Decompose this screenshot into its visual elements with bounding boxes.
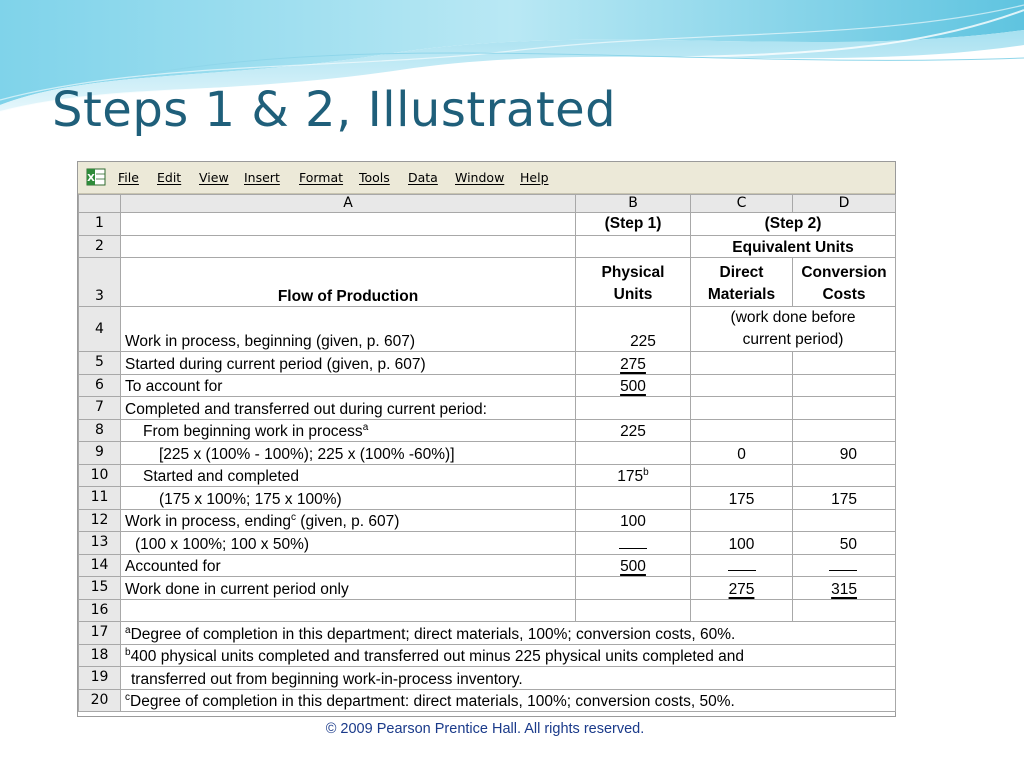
cell-value: 500 (620, 558, 646, 575)
cell[interactable]: Work in process, beginning (given, p. 607) (121, 307, 576, 352)
column-header-b[interactable]: B (576, 195, 691, 213)
cell-line: Direct (719, 264, 764, 281)
row-header[interactable]: 7 (79, 397, 121, 420)
cell-text: (given, p. 607) (296, 513, 400, 530)
table-row (79, 689, 896, 712)
slide-title: Steps 1 & 2, Illustrated (52, 82, 617, 138)
row-header[interactable]: 3 (79, 258, 121, 307)
table-row (79, 667, 896, 690)
cell[interactable]: [225 x (100% - 100%); 225 x (100% -60%)] (121, 442, 576, 465)
menu-data[interactable]: Data (408, 170, 438, 185)
table-row (79, 307, 896, 352)
cell[interactable] (121, 235, 576, 258)
table-row (79, 374, 896, 397)
menu-window[interactable]: Window (455, 170, 505, 185)
cell[interactable] (691, 352, 793, 375)
cell[interactable] (576, 235, 691, 258)
cell-value: 175 (617, 468, 644, 485)
footnote-marker: b (125, 646, 131, 658)
footnote-marker: a (125, 624, 131, 636)
footnote-cell[interactable] (121, 644, 896, 667)
cell[interactable]: 100 (691, 532, 793, 555)
spreadsheet-grid (78, 194, 896, 712)
footnote-marker: a (362, 421, 369, 433)
cell[interactable] (576, 352, 691, 375)
cell[interactable] (793, 397, 896, 420)
row-header[interactable]: 19 (79, 667, 121, 690)
table-row (79, 554, 896, 577)
cell[interactable] (691, 509, 793, 532)
footnote-cell[interactable] (121, 689, 896, 712)
cell[interactable] (793, 464, 896, 487)
row-header[interactable]: 18 (79, 644, 121, 667)
menu-file[interactable]: File (118, 170, 139, 185)
column-header-d[interactable]: D (793, 195, 896, 213)
table-row (79, 397, 896, 420)
cell[interactable]: Started during current period (given, p. 607) (121, 352, 576, 375)
row-header[interactable]: 9 (79, 442, 121, 465)
underline-mark (619, 536, 647, 549)
cell-line: (work done before (730, 309, 856, 326)
table-row (79, 235, 896, 258)
menu-format[interactable]: Format (299, 170, 344, 185)
cell[interactable] (691, 599, 793, 622)
cell[interactable] (793, 258, 896, 307)
svg-text:X: X (87, 173, 95, 184)
menu-edit[interactable]: Edit (157, 170, 182, 185)
cell-line: Units (613, 286, 653, 303)
cell[interactable] (576, 487, 691, 510)
row-header[interactable]: 1 (79, 213, 121, 236)
cell[interactable]: Equivalent Units (691, 235, 896, 258)
table-row (79, 464, 896, 487)
footnote-cell[interactable] (121, 622, 896, 645)
cell[interactable]: 0 (691, 442, 793, 465)
cell[interactable] (691, 374, 793, 397)
cell[interactable] (691, 258, 793, 307)
row-header[interactable]: 2 (79, 235, 121, 258)
column-header-row (79, 195, 896, 213)
copyright-notice: © 2009 Pearson Prentice Hall. All rights reserved. (325, 721, 645, 737)
table-row (79, 644, 896, 667)
footnote-text: 400 physical units completed and transferred out minus 225 physical units completed and (130, 648, 745, 665)
cell[interactable] (576, 464, 691, 487)
row-header[interactable]: 16 (79, 599, 121, 622)
row-header[interactable]: 20 (79, 689, 121, 712)
cell[interactable] (121, 213, 576, 236)
cell[interactable]: Started and completed (121, 464, 576, 487)
cell[interactable] (576, 258, 691, 307)
table-row (79, 532, 896, 555)
cell[interactable] (793, 352, 896, 375)
cell[interactable] (793, 509, 896, 532)
cell-line: Physical (601, 264, 665, 281)
cell[interactable]: Flow of Production (121, 258, 576, 307)
row-header[interactable]: 4 (79, 307, 121, 352)
cell-value: 315 (831, 580, 857, 598)
table-row (79, 487, 896, 510)
row-header[interactable]: 15 (79, 577, 121, 600)
cell-line: current period) (742, 331, 844, 348)
cell[interactable]: (175 x 100%; 175 x 100%) (121, 487, 576, 510)
cell[interactable] (793, 374, 896, 397)
cell-line: Conversion (801, 264, 887, 281)
row-header[interactable]: 17 (79, 622, 121, 645)
cell[interactable] (121, 599, 576, 622)
spreadsheet-window (77, 161, 896, 717)
menu-bar (78, 162, 895, 194)
cell[interactable]: (100 x 100%; 100 x 50%) (121, 532, 576, 555)
row-header[interactable]: 10 (79, 464, 121, 487)
cell[interactable] (576, 307, 691, 352)
table-row (79, 419, 896, 442)
column-header-c[interactable]: C (691, 195, 793, 213)
cell[interactable] (691, 554, 793, 577)
row-header[interactable]: 11 (79, 487, 121, 510)
cell[interactable] (691, 307, 896, 352)
footnote-text: Degree of completion in this department; direct materials, 100%; conversion costs, 60%. (130, 625, 736, 643)
excel-icon (86, 167, 106, 187)
cell[interactable] (121, 509, 576, 532)
cell[interactable] (793, 554, 896, 577)
table-row (79, 258, 896, 307)
row-header[interactable]: 6 (79, 374, 121, 397)
row-header[interactable]: 14 (79, 554, 121, 577)
cell-line: Costs (822, 286, 866, 303)
footnote-cell[interactable]: transferred out from beginning work-in-process inventory. (121, 667, 896, 690)
table-row (79, 352, 896, 375)
cell[interactable]: Accounted for (121, 554, 576, 577)
underline-mark (728, 558, 756, 571)
cell[interactable]: 90 (793, 442, 896, 465)
cell[interactable] (691, 397, 793, 420)
cell[interactable] (576, 374, 691, 397)
footnote-marker: b (643, 466, 649, 478)
column-header-a[interactable]: A (121, 195, 576, 213)
footnote-marker: c (291, 511, 296, 523)
cell-value: 500 (620, 378, 646, 395)
table-row (79, 509, 896, 532)
cell[interactable]: Completed and transferred out during current period: (121, 397, 576, 420)
cell[interactable]: 50 (793, 532, 896, 555)
cell-line: Materials (707, 286, 776, 303)
row-header[interactable]: 12 (79, 509, 121, 532)
footnote-text: Degree of completion in this department: direct materials, 100%; conversion costs, 50%. (130, 693, 735, 710)
cell[interactable] (576, 397, 691, 420)
row-header[interactable]: 13 (79, 532, 121, 555)
table-row (79, 622, 896, 645)
cell[interactable]: 175 (793, 487, 896, 510)
cell[interactable] (793, 419, 896, 442)
table-row (79, 599, 896, 622)
cell[interactable] (121, 419, 576, 442)
select-all-corner[interactable] (79, 195, 121, 213)
cell-value: 275 (728, 580, 755, 598)
cell[interactable] (691, 419, 793, 442)
cell[interactable] (576, 577, 691, 600)
cell[interactable]: 225 (576, 419, 691, 442)
cell[interactable]: 175 (691, 487, 793, 510)
cell[interactable] (576, 599, 691, 622)
menu-view[interactable]: View (199, 170, 229, 185)
table-row (79, 442, 896, 465)
cell[interactable]: Work done in current period only (121, 577, 576, 600)
cell-text: Work in process, ending (125, 513, 291, 530)
cell[interactable] (793, 599, 896, 622)
underline-mark (829, 558, 857, 571)
cell[interactable] (691, 577, 793, 600)
cell-value: 225 (630, 333, 656, 350)
menu-insert[interactable]: Insert (244, 170, 280, 185)
cell[interactable] (691, 464, 793, 487)
table-row (79, 577, 896, 600)
cell[interactable] (793, 577, 896, 600)
table-row (79, 213, 896, 236)
row-header[interactable]: 8 (79, 419, 121, 442)
cell[interactable]: (Step 2) (691, 213, 896, 236)
cell[interactable]: (Step 1) (576, 213, 691, 236)
cell[interactable] (576, 442, 691, 465)
row-header[interactable]: 5 (79, 352, 121, 375)
menu-tools[interactable]: Tools (359, 170, 390, 185)
cell-value: 275 (620, 355, 646, 373)
footnote-marker: c (125, 691, 130, 703)
cell[interactable]: To account for (121, 374, 576, 397)
menu-help[interactable]: Help (520, 170, 549, 185)
cell[interactable]: 100 (576, 509, 691, 532)
cell[interactable] (576, 554, 691, 577)
cell-text: From beginning work in process (143, 423, 363, 440)
cell[interactable] (576, 532, 691, 555)
